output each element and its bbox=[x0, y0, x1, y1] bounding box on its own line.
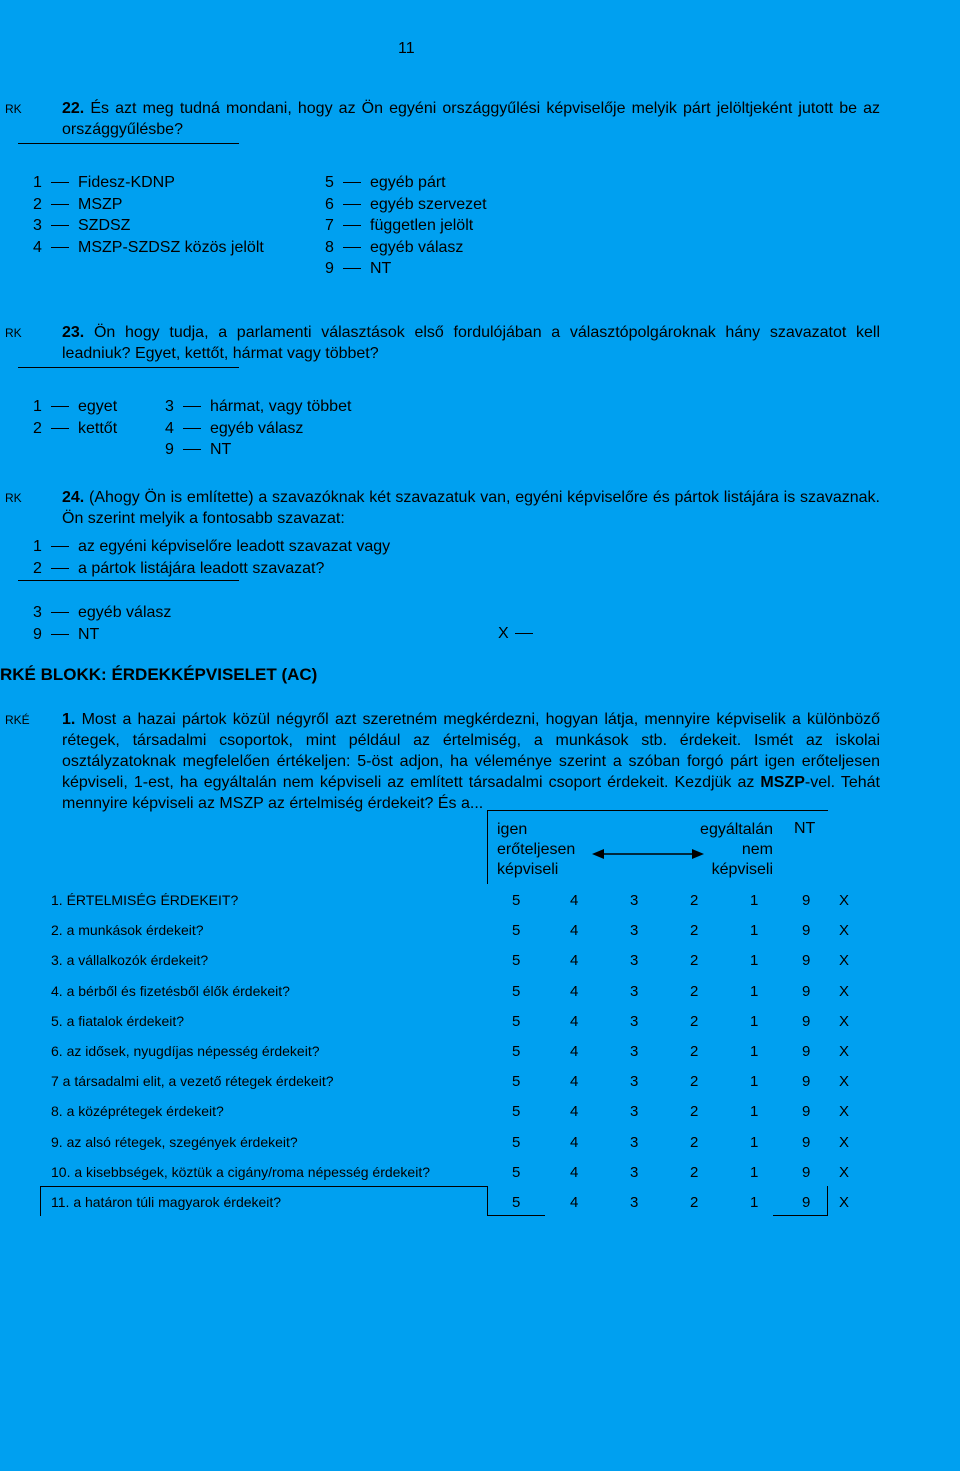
rating-option[interactable]: 5 bbox=[512, 982, 521, 1000]
row-label: 4. a bérből és fizetésből élők érdekeit? bbox=[51, 982, 290, 999]
table-row bbox=[0, 1071, 960, 1091]
row-label: 6. az idősek, nyugdíjas népesség érdekeit? bbox=[51, 1043, 320, 1059]
answer-code: 1 bbox=[33, 398, 42, 415]
answer-code: 7 bbox=[325, 217, 334, 234]
table-line bbox=[487, 1215, 545, 1216]
answer-code: 9 bbox=[33, 626, 42, 643]
answer-option bbox=[33, 237, 264, 258]
dash bbox=[51, 204, 69, 205]
answer-option bbox=[33, 536, 390, 557]
answer-label: NT bbox=[370, 260, 392, 277]
answer-code: 1 bbox=[33, 538, 42, 555]
rating-option[interactable]: 9 bbox=[802, 1012, 811, 1030]
rating-option[interactable]: 4 bbox=[570, 952, 579, 970]
rating-option[interactable]: 5 bbox=[512, 1073, 521, 1091]
answer-option bbox=[33, 602, 171, 623]
rating-option[interactable]: 3 bbox=[630, 1194, 639, 1211]
answer-label: az egyéni képviselőre leadott szavazat vagy bbox=[78, 538, 391, 555]
table-row bbox=[0, 1041, 960, 1061]
rating-option[interactable]: X bbox=[839, 952, 850, 970]
rating-option[interactable]: 2 bbox=[690, 1133, 699, 1151]
answer-code: 1 bbox=[33, 174, 42, 191]
rating-option[interactable]: 1 bbox=[750, 952, 759, 970]
rating-option[interactable]: 4 bbox=[570, 892, 579, 909]
question-id: RK bbox=[5, 102, 22, 116]
answer-label: független jelölt bbox=[370, 217, 474, 234]
scale-right-line-3: képviseli bbox=[711, 861, 773, 878]
rating-option[interactable]: 5 bbox=[512, 922, 521, 940]
row-label: 11. a határon túli magyarok érdekeit? bbox=[51, 1194, 282, 1210]
answer-code: 2 bbox=[33, 560, 42, 577]
rating-option[interactable]: 4 bbox=[570, 1043, 579, 1060]
answer-label: kettőt bbox=[78, 419, 118, 437]
rating-option[interactable]: 9 bbox=[802, 922, 811, 940]
rating-option[interactable]: 9 bbox=[802, 1133, 811, 1151]
rating-option[interactable]: 9 bbox=[802, 952, 811, 970]
table-row bbox=[0, 950, 960, 970]
rating-option[interactable]: 9 bbox=[802, 1163, 811, 1181]
dash bbox=[343, 225, 361, 226]
rating-option[interactable]: X bbox=[839, 1012, 850, 1030]
scale-left-line-1: igen bbox=[497, 821, 528, 838]
row-label: 1. ÉRTELMISÉG ÉRDEKEIT? bbox=[51, 892, 239, 908]
dash bbox=[343, 182, 361, 183]
question-body: És azt meg tudná mondani, hogy az Ön egyéni országgyűlési képviselője melyik párt jelöltjeként jutott be az országgyűlésbe? bbox=[62, 100, 880, 138]
rating-option[interactable]: 5 bbox=[512, 1043, 521, 1060]
block-title: RKÉ BLOKK: ÉRDEKKÉPVISELET (AC) bbox=[0, 665, 318, 684]
answer-label: egyéb válasz bbox=[78, 604, 172, 621]
answer-label: MSZP-SZDSZ közös jelölt bbox=[78, 238, 264, 256]
row-label: 2. a munkások érdekeit? bbox=[51, 922, 204, 939]
rating-option[interactable]: 2 bbox=[690, 1012, 699, 1030]
rating-option[interactable]: 2 bbox=[690, 1043, 699, 1060]
question-body: Ön hogy tudja, a parlamenti választások első fordulójában a választópolgároknak hány szavazatot kell leadniuk? Egyet, kettőt, hármat vagy többet? bbox=[62, 324, 881, 362]
rating-option[interactable]: 5 bbox=[512, 952, 521, 970]
answer-label: NT bbox=[78, 626, 100, 643]
rating-option[interactable]: 3 bbox=[630, 1012, 639, 1030]
party-name: MSZP bbox=[760, 774, 805, 791]
dash bbox=[51, 247, 69, 248]
question-text bbox=[62, 709, 880, 814]
question-number: 24. bbox=[62, 489, 85, 506]
x-option bbox=[498, 625, 533, 643]
answer-option bbox=[33, 215, 130, 236]
rating-option[interactable]: 2 bbox=[690, 922, 699, 940]
question-text bbox=[62, 98, 880, 140]
rating-option[interactable]: 1 bbox=[750, 982, 759, 1000]
table-row bbox=[0, 1132, 960, 1152]
question-id: RK bbox=[5, 491, 22, 505]
dash bbox=[51, 546, 69, 547]
answer-label: egyet bbox=[78, 398, 118, 415]
dash bbox=[51, 612, 69, 613]
answer-code: 9 bbox=[325, 260, 334, 277]
rating-option[interactable]: 2 bbox=[690, 1103, 699, 1121]
rating-option[interactable]: X bbox=[839, 1133, 850, 1151]
rating-option[interactable]: 4 bbox=[570, 1012, 579, 1030]
rating-option[interactable]: 3 bbox=[630, 1103, 639, 1121]
rating-option[interactable]: 2 bbox=[690, 1163, 699, 1181]
table-row bbox=[0, 1101, 960, 1121]
rating-option[interactable]: 2 bbox=[690, 1073, 699, 1091]
dash bbox=[343, 268, 361, 269]
question-id: RK bbox=[5, 326, 22, 340]
row-label: 8. a középrétegek érdekeit? bbox=[51, 1103, 224, 1120]
row-label: 7 a társadalmi elit, a vezető rétegek érdekeit? bbox=[51, 1073, 334, 1090]
rating-option[interactable]: 9 bbox=[802, 1043, 811, 1060]
rating-option[interactable]: 4 bbox=[570, 1133, 579, 1151]
answer-option bbox=[165, 418, 303, 439]
rating-option[interactable]: 3 bbox=[630, 982, 639, 1000]
rating-option[interactable]: 2 bbox=[690, 952, 699, 970]
rating-option[interactable]: 1 bbox=[750, 892, 759, 909]
rating-option[interactable]: X bbox=[839, 1073, 850, 1091]
rating-option[interactable]: 4 bbox=[570, 1194, 579, 1211]
scale-right-line-2: nem bbox=[741, 841, 773, 858]
scale-left-line-3: képviseli bbox=[497, 861, 559, 878]
dash bbox=[183, 406, 201, 407]
answer-code: 5 bbox=[325, 174, 334, 191]
rating-option[interactable]: 3 bbox=[630, 922, 639, 940]
dash bbox=[343, 204, 361, 205]
answer-option bbox=[33, 418, 117, 439]
rating-option[interactable]: 9 bbox=[802, 1194, 811, 1211]
rating-option[interactable]: 9 bbox=[802, 1103, 811, 1121]
answer-option bbox=[33, 624, 99, 645]
question-body-end: -vel. Tehát mennyire képviseli az MSZP az értelmiség érdekeit? És a... bbox=[62, 774, 880, 812]
table-row bbox=[0, 920, 960, 940]
rating-option[interactable]: 4 bbox=[570, 1073, 579, 1091]
scale-left-line-2: erőteljesen bbox=[497, 841, 576, 858]
answer-label: SZDSZ bbox=[78, 217, 131, 234]
rating-option[interactable]: 1 bbox=[750, 1073, 759, 1091]
dash bbox=[51, 406, 69, 407]
dash bbox=[343, 247, 361, 248]
answer-option bbox=[325, 194, 487, 215]
dash bbox=[183, 428, 201, 429]
rating-option[interactable]: 9 bbox=[802, 892, 811, 909]
divider bbox=[18, 580, 239, 581]
rating-option[interactable]: 1 bbox=[750, 1012, 759, 1030]
table-row bbox=[0, 981, 960, 1001]
answer-option bbox=[33, 558, 324, 579]
rating-option[interactable]: 4 bbox=[570, 982, 579, 1000]
row-label: 3. a vállalkozók érdekeit? bbox=[51, 952, 209, 969]
answer-option bbox=[325, 172, 446, 193]
answer-code: 3 bbox=[33, 217, 42, 234]
question-text bbox=[62, 487, 880, 529]
divider bbox=[18, 367, 239, 368]
question-body: (Ahogy Ön is említette) a szavazóknak két szavazatuk van, egyéni képviselőre és pártok listájára is szavaznak. Ön szerint melyik a fontosabb szavazat: bbox=[62, 489, 880, 527]
rating-option[interactable]: 5 bbox=[512, 1163, 521, 1181]
answer-label: a pártok listájára leadott szavazat? bbox=[78, 560, 325, 577]
page-number: 11 bbox=[398, 40, 415, 57]
table-left-line bbox=[487, 1186, 488, 1216]
table-row bbox=[0, 1162, 960, 1182]
table-right-line bbox=[827, 1186, 828, 1216]
question-number: 23. bbox=[62, 324, 85, 341]
answer-label: egyéb szervezet bbox=[370, 195, 487, 213]
rating-option[interactable]: 9 bbox=[802, 982, 811, 1000]
dash bbox=[51, 428, 69, 429]
rating-option[interactable]: X bbox=[839, 982, 850, 1000]
answer-code: 2 bbox=[33, 195, 42, 213]
row-label: 5. a fiatalok érdekeit? bbox=[51, 1012, 185, 1029]
row-label: 9. az alsó rétegek, szegények érdekeit? bbox=[51, 1133, 298, 1150]
answer-code: 4 bbox=[33, 238, 42, 256]
rating-option[interactable]: 5 bbox=[512, 1133, 521, 1151]
rating-option[interactable]: X bbox=[839, 1043, 850, 1060]
rating-option[interactable]: 3 bbox=[630, 952, 639, 970]
dash bbox=[183, 449, 201, 450]
dash bbox=[51, 634, 69, 635]
answer-label: MSZP bbox=[78, 195, 123, 213]
answer-code: 3 bbox=[33, 604, 42, 621]
rating-option[interactable]: 5 bbox=[512, 1103, 521, 1121]
answer-label: NT bbox=[210, 441, 232, 458]
answer-code: 8 bbox=[325, 238, 334, 256]
rating-option[interactable]: 3 bbox=[630, 892, 639, 909]
rating-option[interactable]: X bbox=[839, 922, 850, 940]
answer-label: egyéb válasz bbox=[370, 238, 464, 256]
answer-option bbox=[325, 237, 463, 258]
table-line bbox=[773, 1215, 828, 1216]
dash bbox=[51, 225, 69, 226]
answer-code: 3 bbox=[165, 398, 174, 415]
dash bbox=[515, 633, 533, 634]
answer-label: Fidesz-KDNP bbox=[78, 174, 175, 191]
rating-option[interactable]: 4 bbox=[570, 1163, 579, 1181]
table-row bbox=[0, 890, 960, 910]
table-row bbox=[0, 1011, 960, 1031]
row-label: 10. a kisebbségek, köztük a cigány/roma népesség érdekeit? bbox=[51, 1163, 431, 1180]
rating-option[interactable]: 9 bbox=[802, 1073, 811, 1091]
rating-option[interactable]: 3 bbox=[630, 1133, 639, 1151]
answer-option bbox=[33, 172, 175, 193]
answer-option bbox=[165, 396, 351, 417]
question-number: 1. bbox=[62, 711, 76, 728]
rating-option[interactable]: 2 bbox=[690, 892, 699, 909]
rating-option[interactable]: X bbox=[839, 1163, 850, 1181]
rating-option[interactable]: 3 bbox=[630, 1163, 639, 1181]
table-line bbox=[40, 1186, 487, 1187]
question-body: Most a hazai pártok közül négyről azt szeretném megkérdezni, hogyan látja, mennyire képviselik a különböző rétegek, társadalmi csoportok, mint például az értelmiség, a munkások stb. érdekeit. Ismét az iskolai osztályzatoknak megfelelően értékeljen: 5-öst adjon, ha véleménye szerint a szóban forgó párt igen erőteljesen képviseli, 1-est, ha egyáltalán nem képviseli az említett társadalmi csoport érdekeit. Kezdjük az bbox=[62, 711, 881, 791]
rating-option[interactable]: 5 bbox=[512, 892, 521, 909]
scale-top-line bbox=[487, 810, 828, 811]
double-arrow-icon bbox=[592, 846, 704, 862]
scale-right-line-1: egyáltalán bbox=[700, 821, 773, 838]
table-row bbox=[0, 1192, 960, 1212]
rating-option[interactable]: 1 bbox=[750, 922, 759, 940]
scale-nt-label: NT bbox=[794, 820, 816, 837]
dash bbox=[51, 568, 69, 569]
answer-label: egyéb párt bbox=[370, 174, 446, 191]
divider bbox=[18, 143, 239, 144]
rating-option[interactable]: 1 bbox=[750, 1133, 759, 1151]
question-number: 22. bbox=[62, 100, 85, 117]
rating-option[interactable]: 5 bbox=[512, 1012, 521, 1030]
dash bbox=[51, 182, 69, 183]
answer-code: 2 bbox=[33, 419, 42, 437]
scale-left-label bbox=[497, 820, 575, 880]
answer-code: 6 bbox=[325, 195, 334, 213]
answer-option bbox=[325, 258, 391, 279]
question-text bbox=[62, 322, 880, 364]
answer-option bbox=[33, 396, 117, 417]
rating-option[interactable]: 4 bbox=[570, 922, 579, 940]
scale-left-line bbox=[487, 810, 488, 884]
rating-option[interactable]: 1 bbox=[750, 1194, 759, 1211]
answer-option bbox=[325, 215, 473, 236]
answer-code: 9 bbox=[165, 441, 174, 458]
rating-option[interactable]: 1 bbox=[750, 1103, 759, 1121]
table-line bbox=[40, 1186, 41, 1216]
rating-option[interactable]: 2 bbox=[690, 982, 699, 1000]
question-id: RKÉ bbox=[5, 713, 30, 727]
answer-code: 4 bbox=[165, 419, 174, 437]
rating-option[interactable]: 1 bbox=[750, 1163, 759, 1181]
rating-option[interactable]: 2 bbox=[690, 1194, 699, 1211]
rating-option[interactable]: 5 bbox=[512, 1194, 521, 1211]
rating-option[interactable]: 3 bbox=[630, 1073, 639, 1091]
answer-label: hármat, vagy többet bbox=[210, 398, 352, 415]
rating-option[interactable]: 4 bbox=[570, 1103, 579, 1121]
rating-option[interactable]: X bbox=[839, 892, 850, 909]
answer-option bbox=[33, 194, 122, 215]
rating-option[interactable]: X bbox=[839, 1103, 850, 1121]
x-label: X bbox=[498, 625, 509, 642]
rating-option[interactable]: 1 bbox=[750, 1043, 759, 1060]
rating-option[interactable]: 3 bbox=[630, 1043, 639, 1060]
answer-label: egyéb válasz bbox=[210, 419, 304, 437]
answer-option bbox=[165, 439, 231, 460]
rating-option[interactable]: X bbox=[839, 1194, 850, 1211]
